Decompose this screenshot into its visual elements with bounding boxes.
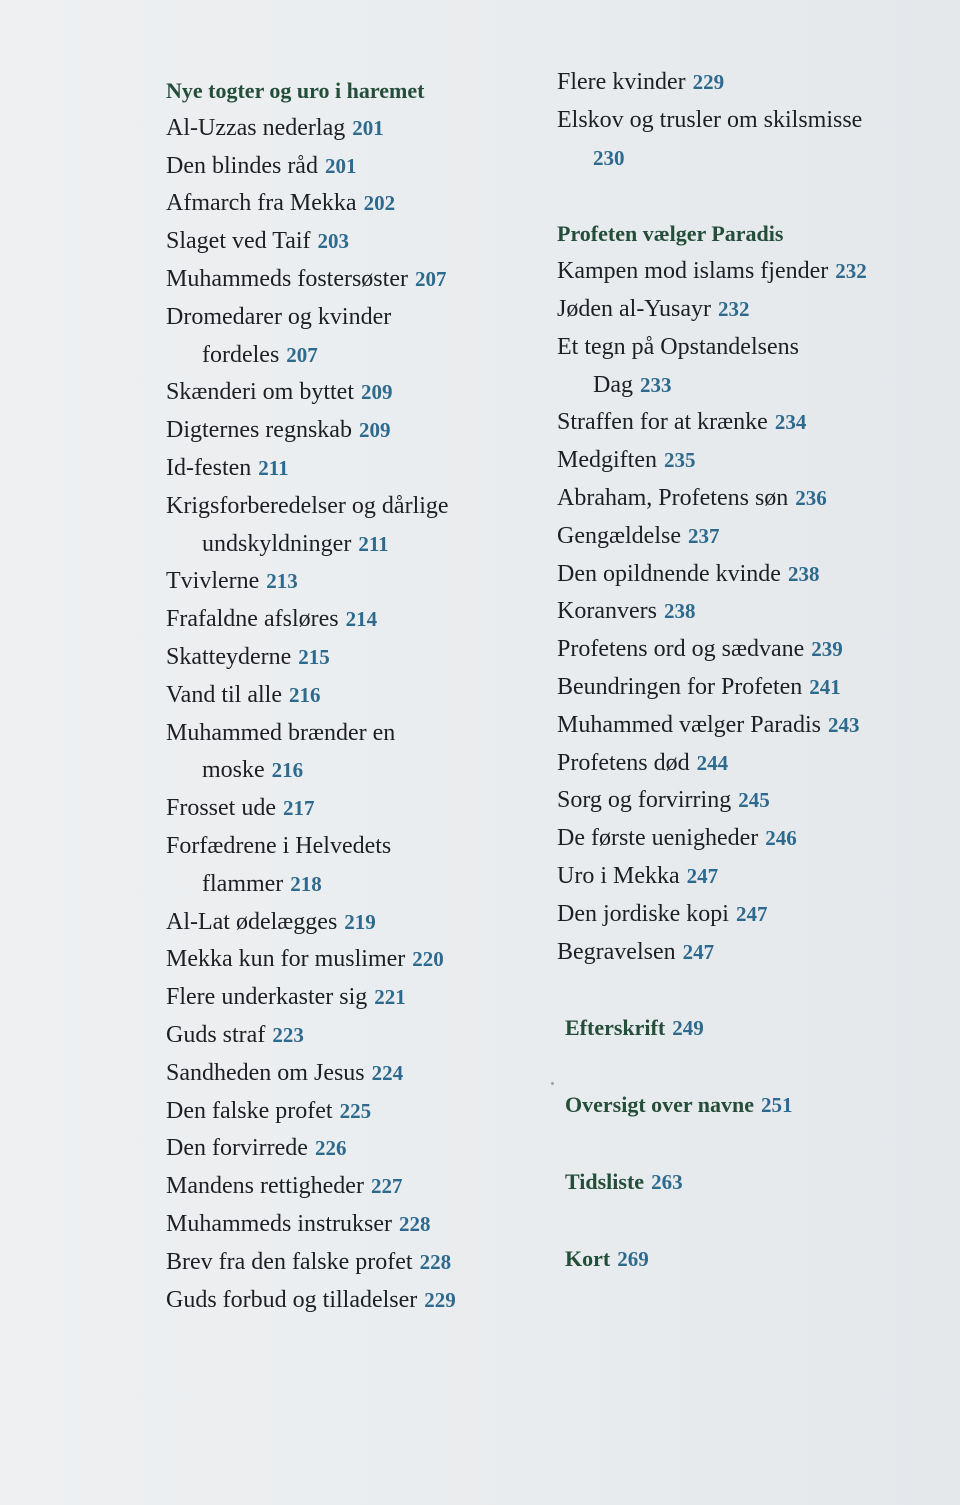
entry-title: Afmarch fra Mekka (166, 190, 357, 217)
left-entries-list (166, 110, 526, 1320)
entry-title: Den forvirrede (166, 1135, 308, 1162)
toc-entry (557, 253, 937, 291)
page-number: 226 (314, 1136, 347, 1161)
section-heading-title: Profeten vælger Paradis (557, 221, 784, 247)
page-number: 233 (639, 372, 672, 397)
page-number: 202 (363, 191, 396, 216)
toc-entry (166, 715, 526, 791)
page-number: 247 (686, 863, 719, 888)
entry-title-continued (166, 526, 526, 564)
entry-title: Guds straf (166, 1021, 266, 1048)
toc-entry (166, 1130, 526, 1168)
toc-entry (557, 896, 937, 934)
toc-entry (166, 1168, 526, 1206)
toc-entry (166, 1206, 526, 1244)
page-number: 249 (672, 1016, 704, 1041)
page-number: 246 (765, 826, 797, 851)
toc-entry (557, 745, 937, 783)
toc-entry (166, 790, 526, 828)
toc-right-column (557, 64, 937, 1279)
entry-title-continued-text: flammer (202, 870, 284, 897)
toc-entry (557, 593, 937, 631)
page-number: 224 (371, 1060, 404, 1085)
toc-entry (557, 404, 937, 442)
page-number: 221 (374, 985, 406, 1010)
page-number: 207 (286, 342, 318, 367)
page-number: 219 (344, 909, 376, 934)
page-number: 214 (345, 607, 378, 632)
toc-entry (557, 782, 937, 820)
entry-title: Profetens ord og sædvane (557, 636, 805, 663)
section-title: Kort (565, 1245, 611, 1271)
section-heading-title: Nye togter og uro i haremet (166, 78, 425, 103)
entry-title: Gengældelse (557, 522, 681, 549)
page-number: 220 (412, 947, 444, 972)
page-number: 269 (617, 1246, 649, 1271)
page-number: 232 (835, 259, 867, 284)
toc-entry (557, 820, 937, 858)
page-number: 238 (787, 561, 820, 586)
page-number: 211 (258, 455, 289, 480)
toc-entry (166, 563, 526, 601)
toc-entry (166, 1282, 526, 1320)
toc-entry (166, 299, 526, 375)
entry-title-continued-text: moske (202, 757, 265, 784)
toc-entry (557, 707, 937, 745)
section-entry (557, 1240, 937, 1279)
toc-entry (166, 1017, 526, 1055)
toc-entry (557, 518, 937, 556)
section-list (557, 1009, 937, 1278)
entry-title: Abraham, Profetens søn (557, 484, 789, 511)
page-number: 229 (692, 70, 725, 94)
toc-entry (557, 934, 937, 972)
entry-title: Muhammed vælger Paradis (557, 711, 821, 738)
page-number: 239 (811, 637, 843, 662)
page-number: 216 (271, 758, 304, 783)
toc-entry (557, 64, 937, 102)
entry-title: Kampen mod islams fjender (557, 258, 829, 285)
entry-title: Beundringen for Profeten (557, 673, 803, 700)
entry-title: Den opildnende kvinde (557, 560, 781, 587)
entry-title: Skatteyderne (166, 643, 292, 670)
entry-title: Mekka kun for muslimer (166, 946, 406, 973)
page-number: 247 (735, 901, 768, 926)
entry-title: Begravelsen (557, 938, 676, 965)
page-number: 215 (298, 644, 330, 669)
toc-entry (557, 631, 937, 669)
page-number: 243 (827, 712, 860, 737)
toc-entry (166, 828, 526, 904)
page-number: 230 (593, 145, 625, 170)
page-number: 228 (419, 1249, 452, 1274)
page-number: 251 (761, 1093, 793, 1118)
page-number: 227 (370, 1174, 403, 1199)
toc-entry (557, 858, 937, 896)
toc-left-column (166, 70, 526, 1319)
toc-entry (166, 904, 526, 942)
toc-entry (166, 261, 526, 299)
entry-title: Medgiften (557, 447, 657, 474)
section-entry (557, 1086, 937, 1125)
entry-title: Koranvers (557, 598, 657, 625)
page-number: 209 (361, 380, 393, 405)
section-heading (557, 215, 937, 253)
toc-entry (557, 480, 937, 518)
entry-title-continued-text: Dag (593, 371, 633, 398)
entry-title: Muhammeds instrukser (166, 1210, 392, 1237)
page-number: 201 (324, 153, 357, 178)
entry-title: Al-Lat ødelægges (166, 908, 338, 935)
section-heading (166, 72, 526, 110)
entry-title: Elskov og trusler om skilsmisse (557, 106, 863, 133)
toc-entry (166, 185, 526, 223)
page-number: 207 (414, 266, 447, 291)
entry-title-continued (166, 866, 526, 904)
entry-title: Frafaldne afsløres (166, 606, 339, 633)
page-number: 244 (696, 750, 729, 775)
page-number: 263 (651, 1169, 683, 1194)
entry-title: Digternes regnskab (166, 417, 352, 444)
page-number: 247 (682, 939, 715, 964)
entry-title: Al-Uzzas nederlag (166, 114, 346, 141)
entry-title: De første uenigheder (557, 825, 759, 852)
section-title: Tidsliste (565, 1168, 645, 1194)
entry-title: Den jordiske kopi (557, 900, 729, 927)
page-number: 225 (339, 1098, 372, 1123)
toc-entry (166, 223, 526, 261)
entry-title: Skænderi om byttet (166, 379, 354, 406)
entry-title: Uro i Mekka (557, 862, 680, 889)
toc-entry (557, 102, 937, 178)
entry-title-continued (166, 337, 526, 375)
entry-title: Tvivlerne (166, 568, 260, 595)
toc-entry (557, 442, 937, 480)
toc-entry (166, 941, 526, 979)
entry-title: Slaget ved Taif (166, 228, 311, 255)
toc-entry (166, 110, 526, 148)
entry-title: Flere kvinder (557, 69, 686, 95)
entry-title-continued (557, 367, 937, 405)
toc-entry (166, 1093, 526, 1131)
entry-title: Den falske profet (166, 1097, 333, 1124)
entry-title: Flere underkaster sig (166, 984, 368, 1011)
page-number: 236 (795, 485, 827, 510)
page-number: 209 (358, 418, 391, 443)
toc-entry (166, 488, 526, 564)
page-number: 228 (398, 1211, 431, 1236)
toc-entry (166, 1055, 526, 1093)
toc-entry (166, 148, 526, 186)
entry-title: Profetens død (557, 749, 690, 776)
toc-entry (557, 329, 937, 405)
page-number: 216 (288, 682, 321, 707)
toc-entry (166, 1244, 526, 1282)
page-number: 218 (290, 871, 322, 896)
entry-title: Sorg og forvirring (557, 787, 732, 814)
section-title: Efterskrift (565, 1015, 666, 1041)
section-title: Oversigt over navne (565, 1092, 755, 1118)
entry-title: Id-festen (166, 454, 252, 481)
section-entry (557, 1009, 937, 1048)
entry-title: Dromedarer og kvinder (166, 303, 392, 330)
entry-title: Frosset ude (166, 795, 276, 822)
entry-title-continued-text: undskyldninger (202, 530, 352, 557)
entry-title: Forfædrene i Helvedets (166, 832, 392, 859)
entry-title: Et tegn på Opstandelsens (557, 333, 799, 360)
entry-title: Mandens rettigheder (166, 1173, 364, 1200)
page-number: 235 (663, 448, 696, 473)
page-number: 203 (317, 229, 350, 254)
page-speck (551, 1082, 554, 1085)
entry-page-line (557, 140, 937, 178)
page-number: 245 (738, 788, 770, 813)
right-entries-list (557, 253, 937, 971)
entry-title: Krigsforberedelser og dårlige (166, 492, 449, 519)
toc-entry (557, 291, 937, 329)
page-number: 238 (663, 599, 696, 624)
entry-title: Muhammeds fostersøster (166, 265, 408, 292)
page-number: 234 (774, 410, 807, 435)
toc-entry (166, 601, 526, 639)
entry-title-continued-text: fordeles (202, 341, 280, 368)
page-number: 223 (272, 1022, 304, 1047)
section-entry (557, 1163, 937, 1202)
entry-title: Den blindes råd (166, 152, 318, 179)
toc-entry (166, 677, 526, 715)
entry-title: Straffen for at krænke (557, 409, 768, 436)
toc-entry (166, 412, 526, 450)
toc-entry (557, 556, 937, 594)
entry-title: Brev fra den falske profet (166, 1248, 413, 1275)
toc-entry (166, 979, 526, 1017)
toc-entry (166, 639, 526, 677)
entry-title: Jøden al-Yusayr (557, 295, 711, 322)
toc-entry (557, 669, 937, 707)
page-number: 229 (424, 1287, 456, 1312)
page-number: 217 (283, 796, 315, 821)
page-number: 211 (358, 531, 389, 556)
page-number: 232 (717, 296, 750, 321)
entry-title: Muhammed brænder en (166, 719, 396, 746)
toc-entry (166, 450, 526, 488)
page-number: 237 (687, 523, 720, 548)
page-number: 213 (266, 569, 298, 594)
page-number: 241 (809, 674, 841, 699)
toc-entry (166, 374, 526, 412)
right-top-entries-list (557, 64, 937, 177)
entry-title: Guds forbud og tilladelser (166, 1286, 418, 1313)
page-number: 201 (352, 115, 384, 140)
entry-title-continued (166, 752, 526, 790)
entry-title: Vand til alle (166, 681, 282, 708)
entry-title: Sandheden om Jesus (166, 1059, 365, 1086)
